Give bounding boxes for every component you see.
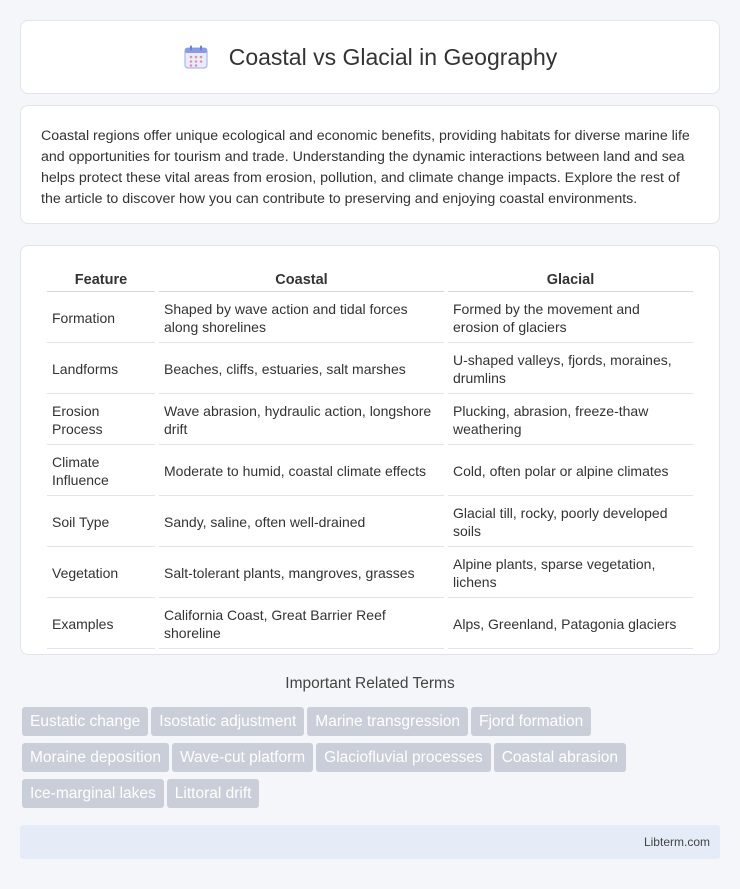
feature-cell: Climate Influence [47,447,155,496]
glacial-cell: Plucking, abrasion, freeze-thaw weathering [448,396,693,445]
title-wrap [183,44,558,71]
tag-ice-marginal-lakes[interactable]: Ice-marginal lakes [22,779,164,808]
glacial-cell: U-shaped valleys, fjords, moraines, drumlins [448,345,693,394]
coastal-cell: Wave abrasion, hydraulic action, longshore drift [159,396,444,445]
table-row [47,498,693,547]
glacial-cell: Cold, often polar or alpine climates [448,447,693,496]
footer-site-link[interactable]: Libterm.com [643,835,710,849]
header-coastal: Coastal [159,268,444,292]
tag-coastal-abrasion[interactable]: Coastal abrasion [494,743,626,772]
tag-glaciofluvial-processes[interactable]: Glaciofluvial processes [316,743,491,772]
feature-cell: Erosion Process [47,396,155,445]
feature-cell: Vegetation [47,549,155,598]
intro-card [20,105,720,224]
comparison-table-card [20,245,720,655]
table-row [47,600,693,649]
table-row [47,294,693,343]
calendar-icon [183,44,209,70]
tag-moraine-deposition[interactable]: Moraine deposition [22,743,169,772]
feature-cell: Examples [47,600,155,649]
related-terms-tags [22,707,722,815]
related-terms-title: Important Related Terms [285,675,455,692]
tag-marine-transgression[interactable]: Marine transgression [307,707,468,736]
tag-fjord-formation[interactable]: Fjord formation [471,707,591,736]
coastal-cell: Salt-tolerant plants, mangroves, grasses [159,549,444,598]
intro-text: Coastal regions offer unique ecological and economic benefits, providing habitats for diverse marine life and opportunities for tourism and trade. Understanding the dynamic interactions between land and sea helps protect these vital areas from erosion, pollution, and climate change impacts. Explore the rest of the article to discover how you can contribute to preserving and enjoying coastal environments. [41,128,690,207]
table-row [47,345,693,394]
feature-cell: Landforms [47,345,155,394]
comparison-table [43,266,697,651]
tag-littoral-drift[interactable]: Littoral drift [167,779,260,808]
glacial-cell: Alps, Greenland, Patagonia glaciers [448,600,693,649]
header-feature: Feature [47,268,155,292]
coastal-cell: Beaches, cliffs, estuaries, salt marshes [159,345,444,394]
glacial-cell: Formed by the movement and erosion of glaciers [448,294,693,343]
table-row [47,549,693,598]
glacial-cell: Alpine plants, sparse vegetation, lichens [448,549,693,598]
feature-cell: Soil Type [47,498,155,547]
header-glacial: Glacial [448,268,693,292]
coastal-cell: Sandy, saline, often well-drained [159,498,444,547]
coastal-cell: Moderate to humid, coastal climate effects [159,447,444,496]
table-header-row [47,268,693,292]
header-card [20,20,720,94]
coastal-cell: California Coast, Great Barrier Reef shoreline [159,600,444,649]
tag-wave-cut-platform[interactable]: Wave-cut platform [172,743,313,772]
tag-eustatic-change[interactable]: Eustatic change [22,707,148,736]
table-row [47,447,693,496]
tag-isostatic-adjustment[interactable]: Isostatic adjustment [151,707,304,736]
feature-cell: Formation [47,294,155,343]
coastal-cell: Shaped by wave action and tidal forces along shorelines [159,294,444,343]
table-row [47,396,693,445]
footer [20,825,720,859]
page-title: Coastal vs Glacial in Geography [228,43,558,70]
glacial-cell: Glacial till, rocky, poorly developed soils [448,498,693,547]
